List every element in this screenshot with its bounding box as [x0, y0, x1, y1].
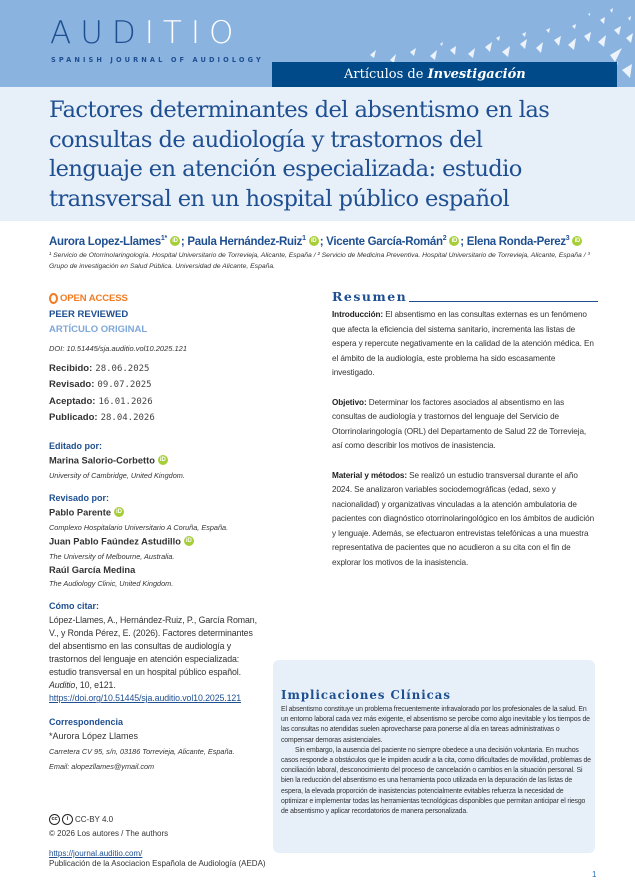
date-published — [49, 410, 259, 426]
reviewer-name: Raúl García Medina — [49, 564, 136, 575]
date-accepted — [49, 394, 259, 410]
clinical-implications-box — [273, 660, 595, 853]
orcid-icon[interactable]: iD — [185, 537, 192, 544]
correspondence-email[interactable]: Email: alopezllames@ymail.com — [49, 762, 155, 772]
section-label: Material y métodos: — [332, 470, 407, 480]
date-revised — [49, 377, 259, 393]
author-4[interactable] — [467, 236, 570, 248]
citation-doi-link[interactable]: https://doi.org/10.51445/sja.auditio.vol10.2025.121 — [49, 693, 242, 704]
article-type-label: ARTÍCULO ORIGINAL — [49, 324, 148, 335]
author-name: Elena Ronda-Perez — [466, 235, 566, 248]
cc-license[interactable] — [49, 814, 269, 825]
section-text: El absentismo en las consultas externas es un fenómeno que afecta la eficiencia del sistema sanitario, incrementa las listas de espera y repercute negativamente en la calidad de la atención médica. En el ámbito de la audiología, este problema ha sido escasamente investigado. — [332, 310, 594, 377]
reviewed-by-label: Revisado por: — [49, 492, 110, 503]
section-text: Se realizó un estudio transversal durante el año 2024. Se analizaron variables sociodemográficas (edad, sexo y nacionalidad) y organizativas vinculadas a la atención ambulatoria de pacientes con diagnóstico otorrinolaringológico en los ámbitos de audición y lenguaje. Además, se efectuaron entrevistas telefónicas a una muestra representativa de pacientes que no acudieron a su cita con el fin de explorar los motivos de la inasistencia. — [332, 470, 595, 567]
attribution-icon: i — [62, 814, 73, 825]
journal-website-link[interactable]: https://journal.auditio.com/ — [49, 849, 143, 858]
reviewer-institution: The Audiology Clinic, United Kingdom. — [49, 578, 174, 588]
implications-paragraph: El absentismo constituye un problema frecuentemente infravalorado por los profesionales de la salud. En un entorno laboral cada vez más exigente, el absentismo se percibe como algo inevitable y los tiempos de las consultas no atendidas suelen aprovecharse para ponerse al día en tareas administrativas o compensar demoras asistenciales. — [281, 706, 590, 744]
logo-dark-part: AUD — [50, 15, 145, 51]
doi: DOI: 10.51445/sja.auditio.vol10.2025.121 — [49, 344, 188, 353]
implications-paragraph: Sin embargo, la ausencia del paciente no siempre obedece a una decisión voluntaria. En muchos casos responde a obstáculos que le impiden acudir a la cita, como dificultades de movilidad, problemas de conciliación laboral, desconocimiento del proceso de cancelación o cambios en la situación personal. Si bien la reducción del absentismo es una herramienta poco utilizada en la depuración de las listas de espera, la elevada proporción de inasistencias potencialmente evitables refuerza la necesidad de optimizar e implementar todas las herramientas tecnológicas disponibles que permitan anticipar el riesgo de absentismo y aplicar recordatorios de manera personalizada. — [281, 746, 591, 816]
affiliations: ¹ Servicio de Otorrinolaringología. Hospital Universitario de Torrevieja, Alicante, España / ² Servicio de Medicina Preventiva. Hospital Universitario de Torrevieja, Alicante, España / ³ Grupo de investigación en Salud Pública. Universidad de Alicante, España. — [49, 252, 590, 270]
orcid-icon[interactable]: iD — [572, 236, 582, 246]
citation-volume: , 10, e121. — [75, 680, 116, 691]
author-3[interactable] — [326, 236, 446, 248]
edited-by-section — [49, 441, 259, 480]
section-label: Introducción: — [332, 310, 384, 319]
publication-dates — [49, 361, 259, 427]
reviewer-institution: Complexo Hospitalario Universitario A Coruña, España. — [49, 522, 229, 532]
citation-text — [49, 614, 259, 706]
editor-name — [49, 455, 259, 467]
heading-rule — [409, 301, 598, 302]
date-received — [49, 361, 259, 377]
date-label: Publicado: — [49, 412, 98, 424]
license-label: CC-BY 4.0 — [75, 815, 114, 824]
date-value: 28.06.2025 — [95, 364, 150, 374]
citation-journal: Auditio — [49, 680, 76, 691]
author-separator: ; — [460, 235, 464, 248]
correspondence-name: *Aurora López Llames — [49, 731, 139, 742]
journal-subtitle: SPANISH JOURNAL OF AUDIOLOGY — [51, 56, 264, 64]
section-emphasis: Investigación — [427, 67, 526, 82]
reviewer-institution: The University of Melbourne, Australia. — [49, 551, 175, 561]
orcid-icon[interactable]: iD — [170, 236, 180, 246]
date-value: 28.04.2026 — [100, 413, 155, 424]
person-name: Pablo Parente — [49, 507, 112, 518]
abstract-heading — [332, 289, 598, 304]
author-affil-sup: 1* — [160, 235, 167, 242]
author-name: Vicente García-Román — [326, 235, 443, 248]
peer-reviewed-label: PEER REVIEWED — [49, 309, 129, 320]
author-list — [49, 235, 619, 248]
author-separator: ; — [319, 235, 324, 248]
author-2[interactable] — [187, 236, 305, 248]
abstract-objective — [332, 396, 598, 454]
reviewer-name — [49, 536, 259, 548]
copyright: © 2026 Los autores / The authors — [49, 829, 169, 838]
correspondence-section — [49, 717, 259, 771]
edited-by-label: Editado por: — [49, 440, 102, 451]
clinical-implications-text — [281, 705, 591, 817]
date-value: 16.01.2026 — [98, 396, 153, 407]
editor-institution: University of Cambridge, United Kingdom. — [49, 470, 185, 480]
license-section — [49, 814, 269, 868]
author-affil-sup: 1 — [302, 235, 306, 242]
creative-commons-icon: cc — [49, 814, 60, 825]
orcid-icon[interactable]: iD — [159, 456, 166, 463]
abstract-methods — [332, 469, 598, 571]
abstract-introduction — [332, 308, 598, 381]
page-number: 1 — [592, 870, 597, 879]
orcid-icon[interactable]: iD — [449, 236, 459, 246]
citation-body: López-Llames, A., Hernández-Ruiz, P., García Roman, V., y Ronda Pérez, E. (2026). Factores determinantes del absentismo en las consultas de audiología y trastornos del lenguaje en atención especializada: estudio transversal en un hospital público español. — [49, 614, 257, 677]
author-affil-sup: 3 — [565, 235, 570, 242]
open-access-badge — [49, 292, 259, 304]
citation-label: Cómo citar: — [49, 600, 100, 611]
open-access-label: OPEN ACCESS — [60, 292, 128, 304]
title-band — [0, 87, 635, 221]
article-info-sidebar — [49, 292, 259, 771]
correspondence-address: Carretera CV 95, s/n, 03186 Torrevieja, Alicante, España. — [49, 747, 235, 757]
author-1[interactable] — [49, 236, 167, 248]
logo-light-part: ITIO — [144, 15, 243, 51]
author-affil-sup: 2 — [442, 235, 447, 242]
date-label: Recibido: — [49, 363, 93, 374]
clinical-implications-title: Implicaciones Clínicas — [281, 688, 451, 702]
citation-section — [49, 601, 259, 706]
journal-logo — [50, 16, 242, 50]
author-name: Aurora Lopez-Llames — [49, 235, 161, 248]
open-access-lock-icon — [49, 293, 58, 304]
section-text: Determinar los factores asociados al absentismo en las consultas de audiología y trastornos del lenguaje del Servicio de Otorrinolaringología (ORL) del Departamento de Salud 22 de Torrevieja, así como describir los motivos de inasistencia. — [332, 397, 587, 450]
publisher: Publicación de la Asociacion Española de Audiología (AEDA) — [49, 859, 266, 868]
author-name: Paula Hernández-Ruiz — [187, 235, 303, 248]
author-separator: ; — [180, 235, 185, 248]
section-prefix: Artículos de — [344, 67, 428, 82]
correspondence-label: Correspondencia — [49, 717, 124, 728]
reviewed-by-section — [49, 493, 259, 588]
date-value: 09.07.2025 — [97, 380, 152, 391]
date-label: Revisado: — [49, 379, 95, 391]
person-name: Marina Salorio-Corbetto — [49, 455, 155, 466]
section-label: Objetivo: — [332, 397, 367, 407]
abstract-section — [332, 289, 598, 570]
orcid-icon[interactable]: iD — [309, 236, 319, 246]
reviewer-name — [49, 507, 259, 519]
abstract-title: Resumen — [332, 289, 408, 304]
date-label: Aceptado: — [49, 395, 96, 407]
article-title: Factores determinantes del absentismo en las consultas de audiología y trastornos del lenguaje en atención especializada: estudio transversal en un hospital público español — [49, 97, 550, 212]
section-tab — [272, 62, 617, 87]
person-name: Juan Pablo Faúndez Astudillo — [49, 536, 181, 547]
orcid-icon[interactable]: iD — [116, 508, 123, 515]
